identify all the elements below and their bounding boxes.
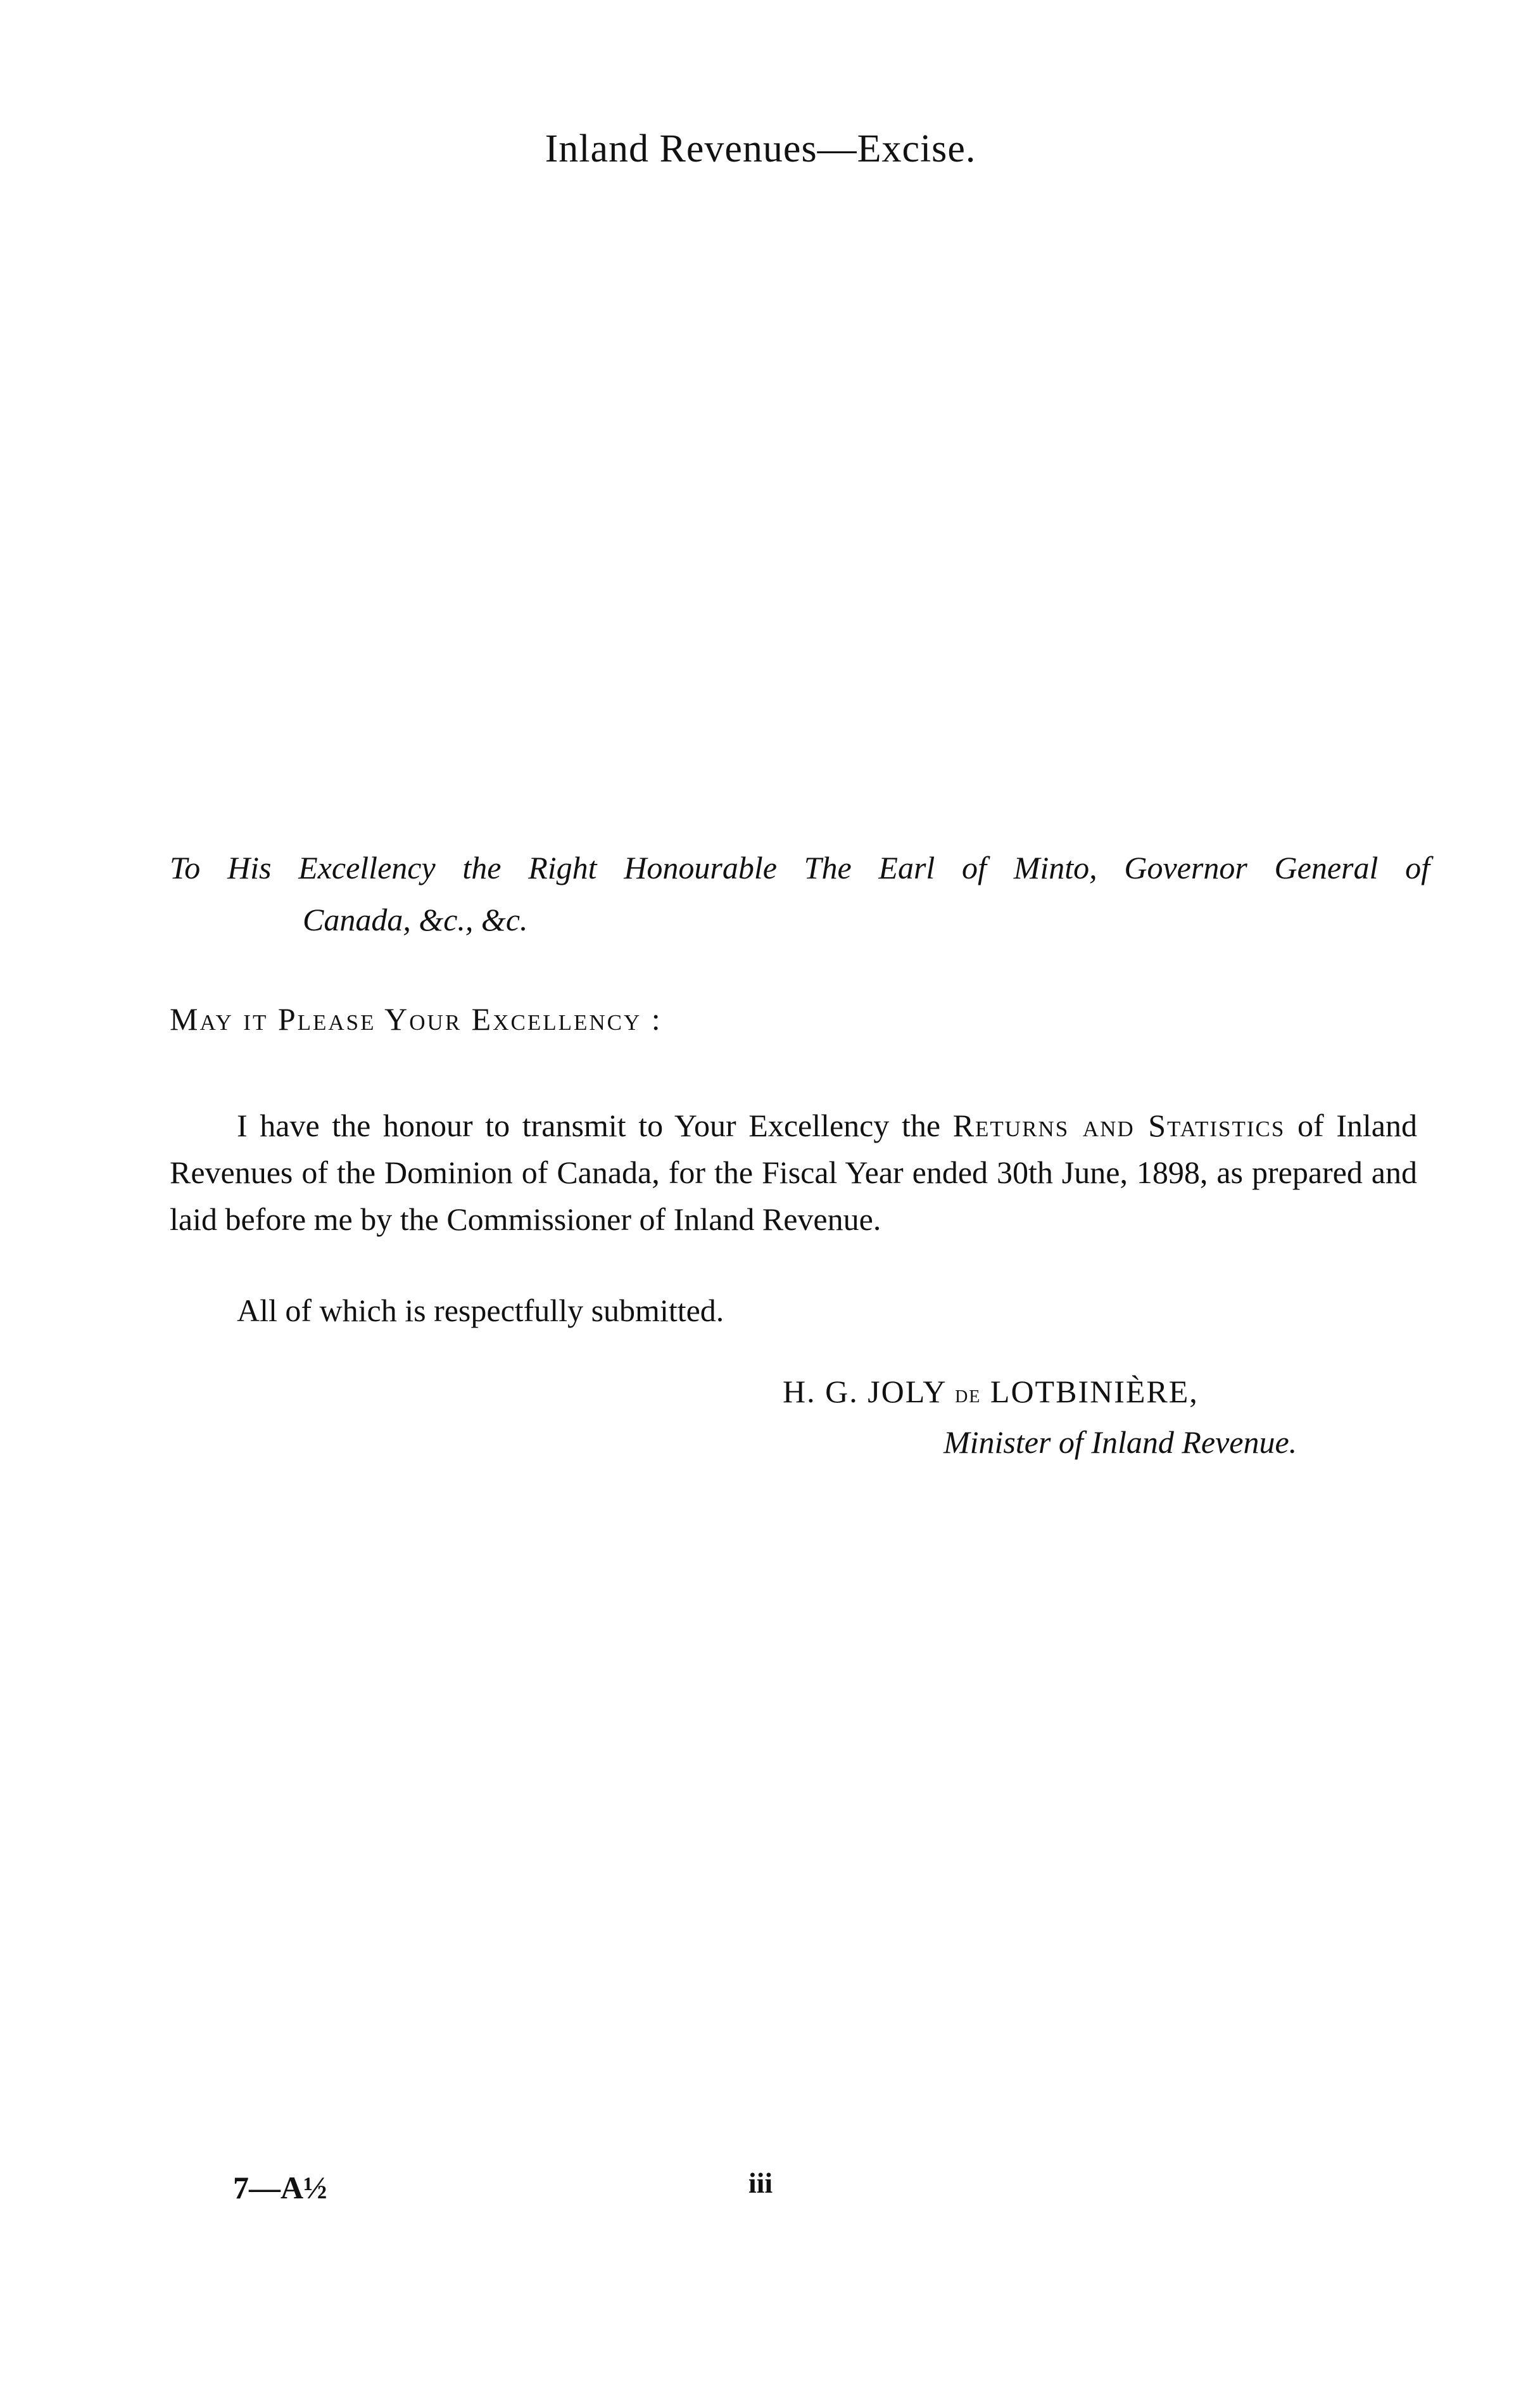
body-text-start: I have the honour to transmit to Your Excellency the	[237, 1108, 953, 1143]
page-number: iii	[748, 2167, 773, 2199]
page-title: Inland Revenues—Excise.	[545, 127, 976, 170]
salutation: May it Please Your Excellency :	[170, 1001, 662, 1037]
body-text-end: of Inland Revenues of the Dominion of Canada, for the Fiscal Year ended 30th June, 1898, as prepared and laid before me by the Commissioner of Inland Revenue.	[170, 1108, 1417, 1237]
address-line: To His Excellency the Right Honourable The Earl of Minto, Governor General of	[170, 850, 1430, 885]
closing-line: All of which is respectfully submitted.	[237, 1293, 724, 1328]
body-paragraph	[170, 1102, 1417, 1243]
signature-name-last: LOTBINIÈRE,	[981, 1374, 1199, 1409]
body-text-smallcaps: Returns and Statistics	[952, 1108, 1285, 1143]
signature-name-particle: de	[955, 1379, 981, 1408]
signer-title: Minister of Inland Revenue.	[944, 1424, 1297, 1460]
printer-signature-mark: 7—A½	[233, 2170, 327, 2205]
signature-name	[783, 1373, 1199, 1410]
signature-name-first: H. G. JOLY	[783, 1374, 956, 1409]
address-continuation: Canada, &c., &c.	[303, 902, 528, 937]
